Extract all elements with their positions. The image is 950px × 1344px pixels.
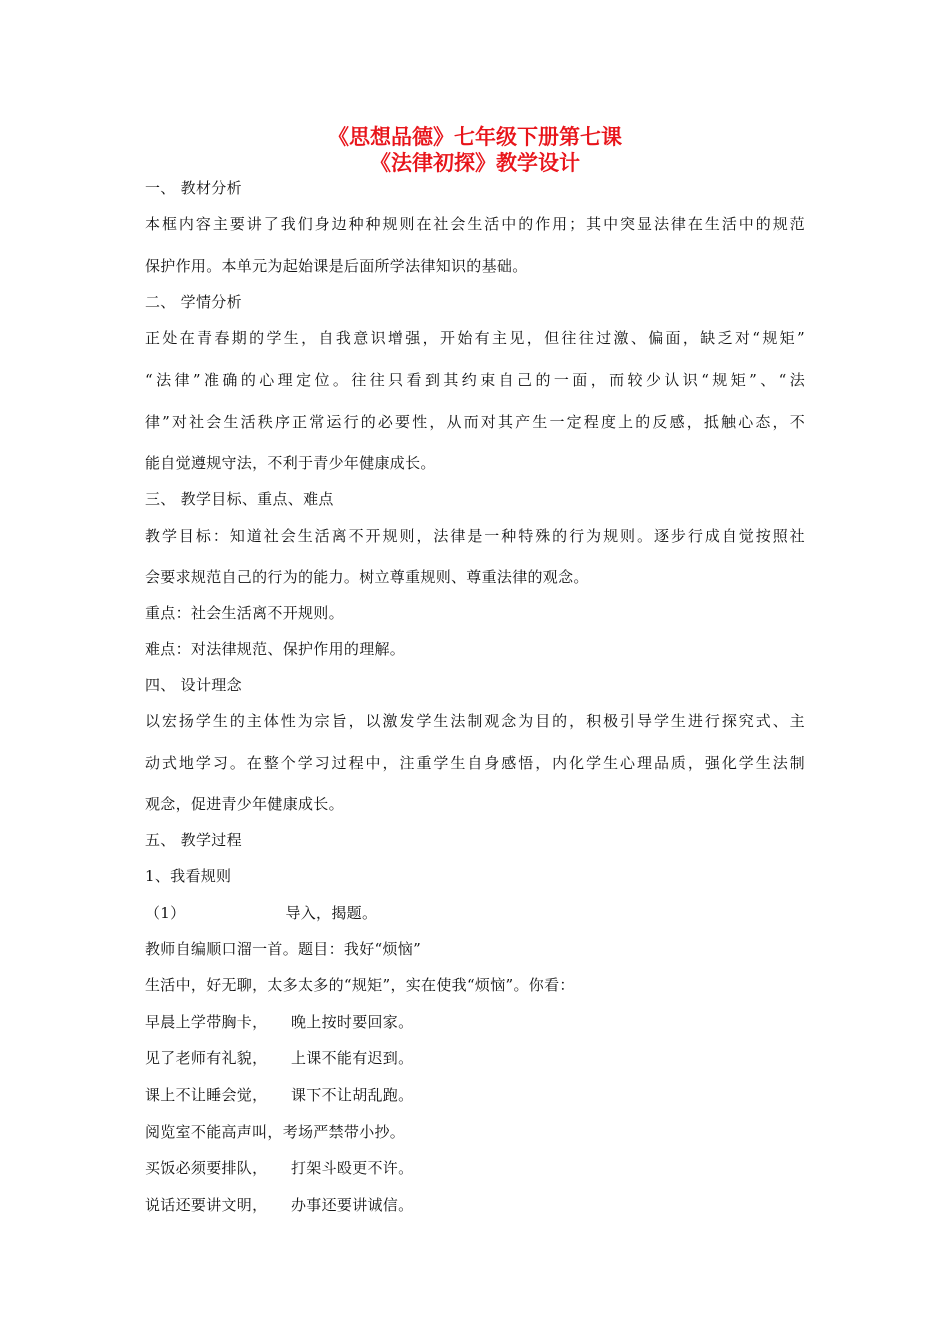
paragraph-line: 观念，促进青少年健康成长。 (145, 795, 344, 813)
paragraph-line: 会要求规范自己的行为的能力。树立尊重规则、尊重法律的观念。 (145, 568, 589, 586)
paragraph-line: 能自觉遵规守法，不利于青少年健康成长。 (145, 454, 436, 472)
poem-line-first-half: 早晨上学带胸卡， (145, 1013, 268, 1031)
paragraph-line: 动式地学习。在整个学习过程中，注重学生自身感悟，内化学生心理品质，强化学生法制 (145, 754, 805, 772)
subsection-heading: 1、我看规则 (145, 867, 232, 885)
section-heading-teaching-process: 五、 教学过程 (145, 831, 242, 849)
poem-line (145, 1122, 405, 1142)
poem-line (145, 1012, 413, 1032)
poem-line-first-half: 课上不让睡会觉， (145, 1086, 268, 1104)
paragraph-line: “法律”准确的心理定位。往往只看到其约束自己的一面，而较少认识“规矩”、“法 (145, 371, 805, 389)
section-heading-student-analysis: 二、 学情分析 (145, 293, 242, 311)
key-point-line: 重点：社会生活离不开规则。 (145, 604, 344, 622)
section-heading-design-concept: 四、 设计理念 (145, 676, 242, 694)
paragraph-line: 本框内容主要讲了我们身边种种规则在社会生活中的作用；其中突显法律在生活中的规范 (145, 215, 805, 233)
poem-line (145, 1085, 413, 1105)
poem-line-second-half: 课下不让胡乱跑。 (291, 1086, 414, 1104)
list-item (145, 903, 377, 923)
poem-line-second-half: 考场严禁带小抄。 (282, 1123, 406, 1141)
poem-line-second-half: 打架斗殴更不许。 (291, 1159, 414, 1177)
paragraph-line: 教学目标：知道社会生活离不开规则，法律是一种特殊的行为规则。逐步行成自觉按照社 (145, 527, 805, 545)
list-item-text: 导入，揭题。 (285, 904, 378, 922)
poem-line (145, 1195, 413, 1215)
difficult-point-line: 难点：对法律规范、保护作用的理解。 (145, 640, 406, 658)
paragraph-line: 正处在青春期的学生，自我意识增强，开始有主见，但往往过激、偏面，缺乏对“规矩” (145, 329, 805, 347)
document-title-line2: 《法律初探》教学设计 (370, 151, 580, 175)
section-heading-teaching-goals: 三、 教学目标、重点、难点 (145, 490, 334, 508)
poem-line-second-half: 上课不能有迟到。 (291, 1049, 414, 1067)
list-item-number: （1） (145, 904, 186, 922)
paragraph-line: 教师自编顺口溜一首。题目：我好“烦恼” (145, 940, 422, 958)
paragraph-line: 保护作用。本单元为起始课是后面所学法律知识的基础。 (145, 257, 528, 275)
poem-line-first-half: 说话还要讲文明， (145, 1196, 268, 1214)
poem-line (145, 1158, 413, 1178)
paragraph-line: 律”对社会生活秩序正常运行的必要性，从而对其产生一定程度上的反感，抵触心态，不 (145, 413, 805, 431)
paragraph-line: 以宏扬学生的主体性为宗旨，以激发学生法制观念为目的，积极引导学生进行探究式、主 (145, 712, 805, 730)
poem-line-first-half: 买饭必须要排队， (145, 1159, 268, 1177)
paragraph-line: 生活中，好无聊，太多太多的“规矩”，实在使我“烦恼”。你看： (145, 976, 575, 994)
section-heading-textbook-analysis: 一、 教材分析 (145, 179, 242, 197)
poem-line (145, 1048, 413, 1068)
poem-line-second-half: 晚上按时要回家。 (291, 1013, 414, 1031)
document-title-line1: 《思想品德》七年级下册第七课 (328, 125, 622, 149)
poem-line-first-half: 见了老师有礼貌， (145, 1049, 268, 1067)
poem-line-first-half: 阅览室不能高声叫， (145, 1123, 283, 1141)
poem-line-second-half: 办事还要讲诚信。 (291, 1196, 414, 1214)
